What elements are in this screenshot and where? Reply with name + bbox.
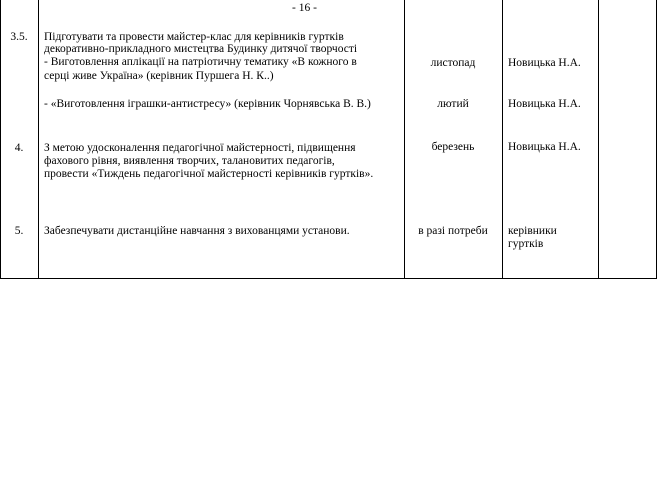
row-term: в разі потреби (418, 225, 488, 237)
row-term: листопад (430, 57, 476, 69)
column-divider-number (38, 0, 39, 279)
row-content-line: Підготувати та провести майстер-клас для керівників гуртків (44, 31, 344, 43)
row-content-line: серці живе Україна» (керівник Пуршега Н. К..) (44, 70, 274, 82)
row-responsible: гуртків (508, 238, 544, 250)
row-responsible: керівники (508, 225, 557, 237)
row-number: 3.5. (10, 31, 28, 43)
row-term: березень (431, 141, 475, 153)
row-responsible: Новицька Н.А. (508, 98, 581, 110)
row-number: 5. (14, 225, 24, 237)
column-divider-responsible (598, 0, 599, 279)
row-content-line: провести «Тиждень педагогічної майстерності керівників гуртків». (44, 168, 374, 180)
row-content-line: фахового рівня, виявлення творчих, талановитих педагогів, (44, 155, 335, 167)
row-content-line: З метою удосконалення педагогічної майстерності, підвищення (44, 142, 356, 154)
row-term: лютий (437, 98, 469, 110)
column-divider-term (502, 0, 503, 279)
row-content-line: декоративно-прикладного мистецтва Будинку дитячої творчості (44, 43, 358, 55)
row-content-line: - Виготовлення аплікації на патріотичну тематику «В кожного в (44, 56, 357, 68)
row-responsible: Новицька Н.А. (508, 57, 581, 69)
row-content-line: Забезпечувати дистанційне навчання з вихованцями установи. (44, 225, 350, 237)
row-responsible: Новицька Н.А. (508, 141, 581, 153)
page-number: - 16 - (292, 2, 317, 14)
row-content-line: - «Виготовлення іграшки-антистресу» (керівник Чорнявська В. В.) (44, 98, 371, 110)
row-number: 4. (14, 142, 24, 154)
